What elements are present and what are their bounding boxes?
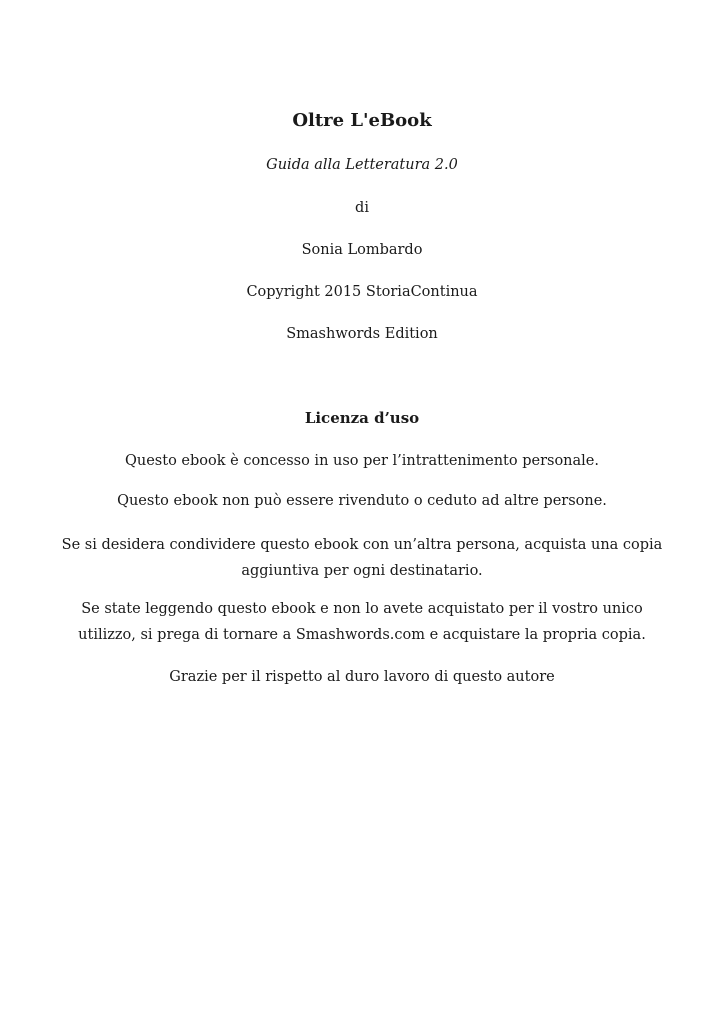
by-line: di: [355, 200, 369, 216]
license-paragraph-2: Questo ebook non può essere rivenduto o ceduto ad altre persone.: [117, 493, 607, 509]
book-title: Oltre L'eBook: [292, 110, 432, 131]
copyright-line: Copyright 2015 StoriaContinua: [246, 284, 478, 300]
book-subtitle: Guida alla Letteratura 2.0: [266, 157, 458, 173]
license-paragraph-1: Questo ebook è concesso in uso per l’intrattenimento personale.: [125, 453, 599, 469]
author-name: Sonia Lombardo: [301, 242, 423, 258]
license-paragraph-4: Se state leggendo questo ebook e non lo avete acquistato per il vostro unico utilizzo, si prega di tornare a Smashwords.com e acquistare la propria copia.: [78, 601, 646, 643]
license-paragraph-5: Grazie per il rispetto al duro lavoro di questo autore: [169, 669, 555, 685]
license-paragraph-3: Se si desidera condividere questo ebook con un’altra persona, acquista una copia aggiuntiva per ogni destinatario.: [61, 537, 663, 579]
edition-line: Smashwords Edition: [286, 326, 438, 342]
license-heading: Licenza d’uso: [304, 409, 420, 427]
